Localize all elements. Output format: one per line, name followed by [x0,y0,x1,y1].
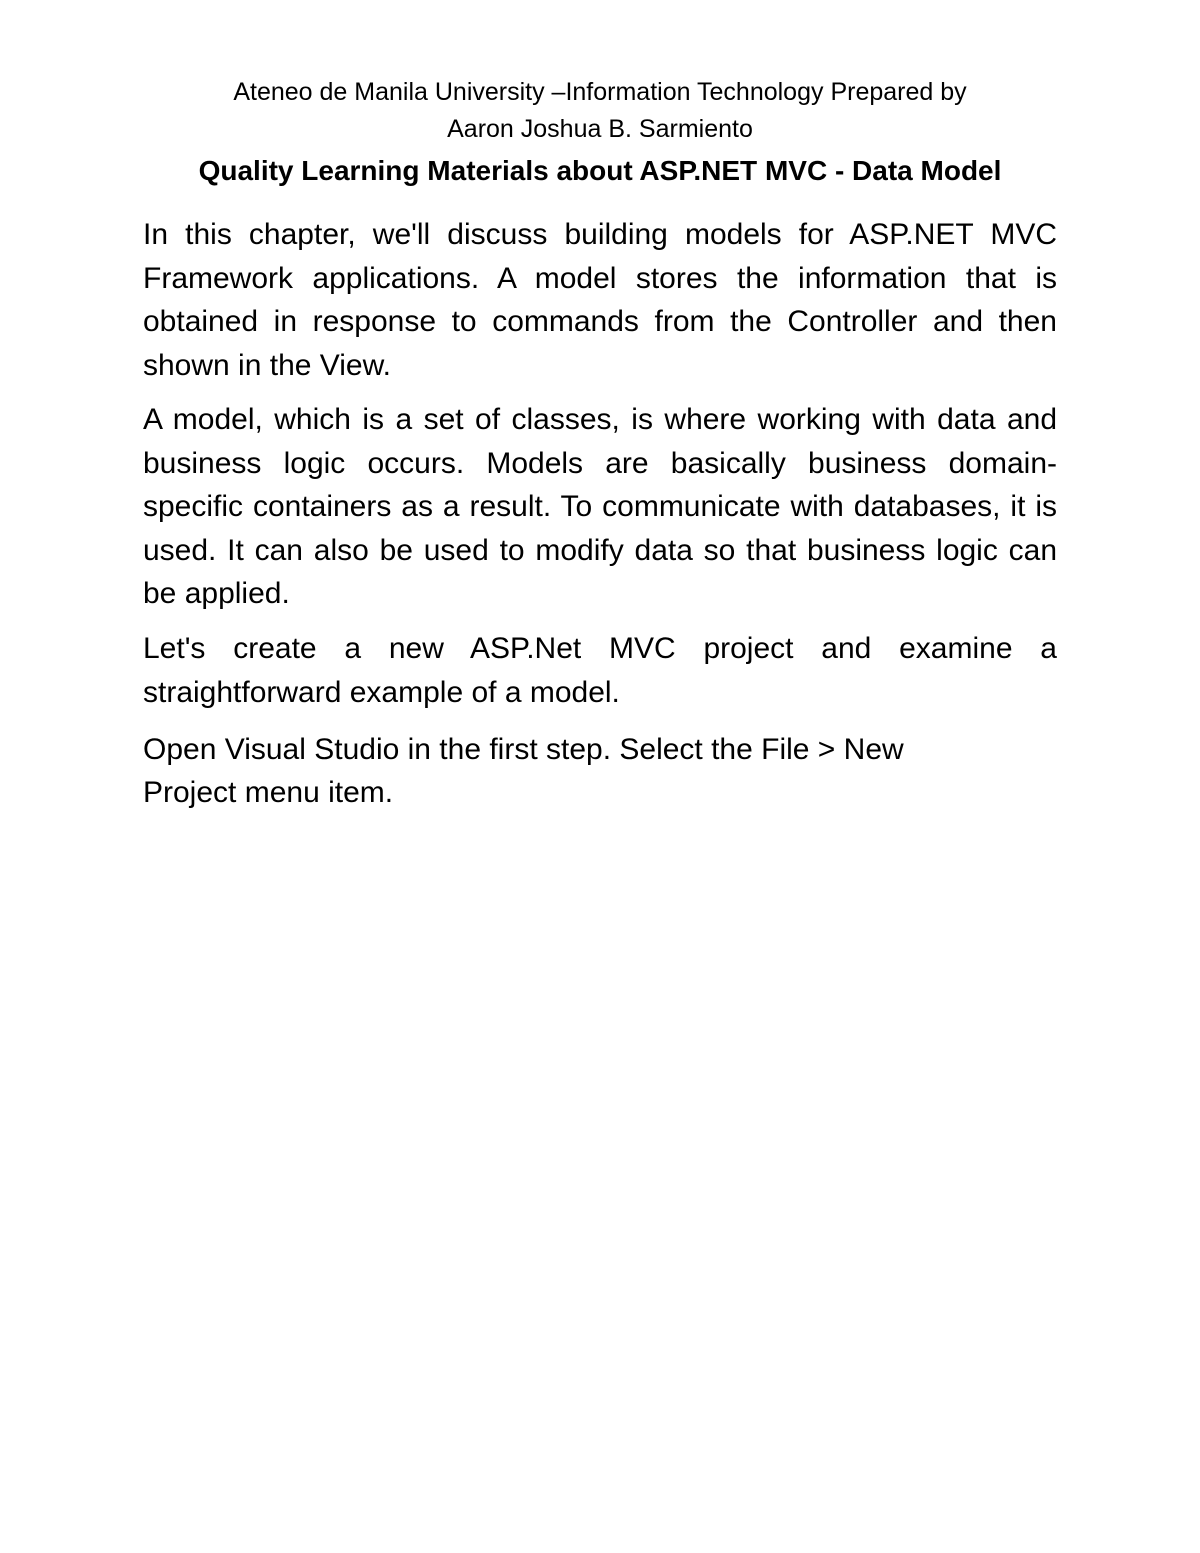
paragraph-intro: In this chapter, we'll discuss building models for ASP.NET MVC Framework applications. A model stores the information that is obtained in response to commands from the Controller and then shown in the View. [143,218,1057,382]
paragraph-model-definition: A model, which is a set of classes, is where working with data and business logic occurs. Models are basically business domain-specific containers as a result. To communicate with databases, it is used. It can also be used to modify data so that business logic can be applied. [143,403,1057,610]
paragraph-create-project: Let's create a new ASP.Net MVC project and examine a straightforward example of a model. [143,632,1057,709]
paragraph-open-visual-studio-line-1: Open Visual Studio in the first step. Select the File > New [143,733,904,766]
paragraph-open-visual-studio-line-2: Project menu item. [143,776,394,809]
header-author-line: Aaron Joshua B. Sarmiento [447,115,753,143]
document-title: Quality Learning Materials about ASP.NET MVC - Data Model [198,155,1002,186]
header-institution-line: Ateneo de Manila University –Information Technology Prepared by [233,78,967,106]
